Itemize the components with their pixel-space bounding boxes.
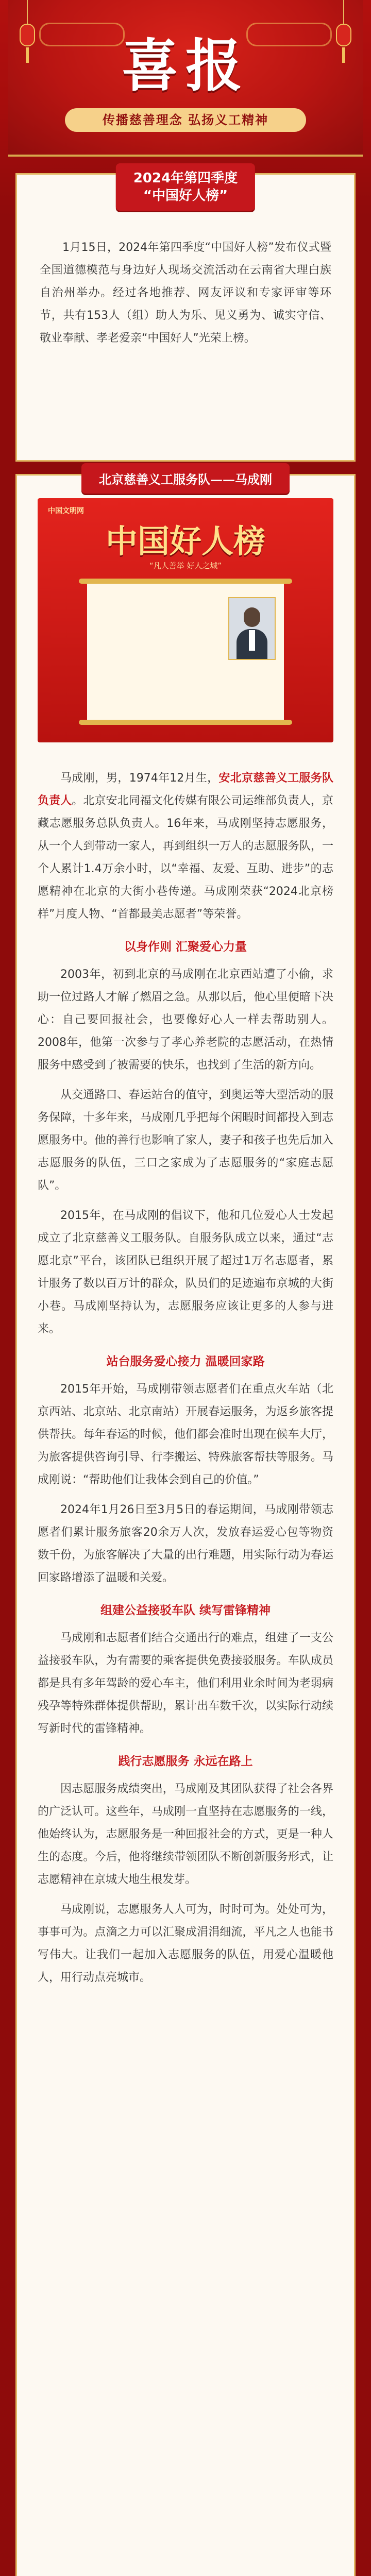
paragraph: 从交通路口、春运站台的值守，到奥运等大型活动的服务保障，十多年来，马成刚几乎把每个闲暇时间都投入到志愿服务中。他的善行也影响了家人，妻子和孩子也先后加入志愿服务的队伍，三口之家成为了志愿服务的“家庭志愿队”。 (38, 1089, 333, 1192)
paragraph: 2024年1月26日至3月5日的春运期间，马成刚带领志愿者们累计服务旅客20余万人次，发放春运爱心包等物资数千份，为旅客解决了大量的出行难题，用实际行动为春运回家路增添了温暖和关爱。 (38, 1503, 333, 1584)
announcement-tag-line2: “中国好人榜” (143, 188, 228, 204)
paragraph: 2015年，在马成刚的倡议下，他和几位爱心人士发起成立了北京慈善义工服务队。自服务队成立以来，通过“志愿北京”平台，该团队已组织开展了超过1万名志愿者，累计服务了数以百万计的群众，队员们的足迹遍布京城的大街小巷。马成刚坚持认为，志愿服务应该让更多的人参与进来。 (38, 1209, 333, 1335)
certificate-headline: 中国好人榜 (105, 522, 265, 560)
paragraph: 因志愿服务成绩突出，马成刚及其团队获得了社会各界的广泛认可。这些年，马成刚一直坚持在志愿服务的一线，他始终认为，志愿服务是一种回报社会的方式，更是一种人生的态度。今后，他将继续带领团队不断创新服务形式，让志愿精神在京城大地生根发芽。 (38, 1783, 333, 1886)
section-heading: 组建公益接驳车队 续写雷锋精神 (100, 1604, 271, 1617)
avatar (228, 597, 276, 660)
certificate-brand: 中国文明网 (48, 507, 84, 515)
paragraph: 2003年，初到北京的马成刚在北京西站遭了小偷，求助一位过路人才解了燃眉之急。从那以后，他心里便暗下决心：自己要回报社会，也要像好心人一样去帮助别人。2008年，他第一次参与了孝心养老院的志愿活动，在热情服务中感受到了被需要的快乐，也找到了生活的新方向。 (38, 968, 333, 1072)
paragraph: 2015年开始，马成刚带领志愿者们在重点火车站（北京西站、北京站、北京南站）开展春运服务，为返乡旅客提供帮扶。每年春运的时候，他们都会准时出现在候车大厅，为旅客提供咨询引导、行李搬运、特殊旅客帮扶等服务。马成刚说：“帮助他们让我体会到自己的价值。” (38, 1383, 333, 1486)
scroll-rod-icon (79, 579, 292, 584)
profile-tag: 北京慈善义工服务队——马成刚 (81, 463, 290, 494)
announcement-tag (116, 163, 255, 211)
scroll-rod-icon (79, 720, 292, 725)
article-intro-highlight: 安北京慈善义工服务队负责人 (38, 772, 333, 807)
paragraph: 马成刚说，志愿服务人人可为，时时可为。处处可为，事事可为。点滴之力可以汇聚成涓涓细流，平凡之人也能书写伟大。让我们一起加入志愿服务的队伍，用爱心温暖他人，用行动点亮城市。 (38, 1903, 333, 1984)
header-banner (8, 0, 363, 157)
article-intro: 马成刚，男，1974年12月生，安北京慈善义工服务队负责人。北京安北同福文化传媒有限公司运维部负责人，京藏志愿服务总队负责人。16年来，马成刚坚持志愿服务，从一个人到带动一家人，再到组织一万人的志愿服务队，一个人累计1.4万余小时，以“幸福、友爱、互助、进步”的志愿精神在北京的大街小巷传递。马成刚荣获“2024北京榜样”月度人物、“首都最美志愿者”等荣誉。 (38, 772, 333, 921)
paragraph: 马成刚和志愿者们结合交通出行的难点，组建了一支公益接驳车队，为有需要的乘客提供免费接驳服务。车队成员都是具有多年驾龄的爱心车主，他们利用业余时间为老弱病残孕等特殊群体提供帮助，累计出车数千次，以实际行动续写新时代的雷锋精神。 (38, 1632, 333, 1735)
certificate-image (38, 498, 333, 742)
banner-slogan: 传播慈善理念 弘扬义工精神 (65, 108, 306, 132)
section-heading: 践行志愿服务 永远在路上 (118, 1755, 253, 1768)
announcement-tag-line1: 2024年第四季度 (133, 171, 238, 186)
section-heading: 站台服务爱心接力 温暖回家路 (106, 1355, 265, 1368)
banner-title: 喜报 (122, 32, 249, 99)
announcement-panel (15, 173, 356, 462)
profile-panel (15, 474, 356, 2576)
certificate-subline: “凡人善举 好人之城” (149, 561, 222, 570)
article-body (38, 767, 333, 1996)
announcement-text: 1月15日，2024年第四季度“中国好人榜”发布仪式暨全国道德模范与身边好人现场交流活动在云南省大理白族自治州举办。经过各地推荐、网友评议和专家评审等环节，共有153人（组）助人为乐、见义勇为、诚实守信、敬业奉献、孝老爱亲“中国好人”光荣上榜。 (40, 241, 331, 345)
certificate-sheet (87, 584, 284, 720)
section-heading: 以身作则 汇聚爱心力量 (124, 940, 247, 954)
